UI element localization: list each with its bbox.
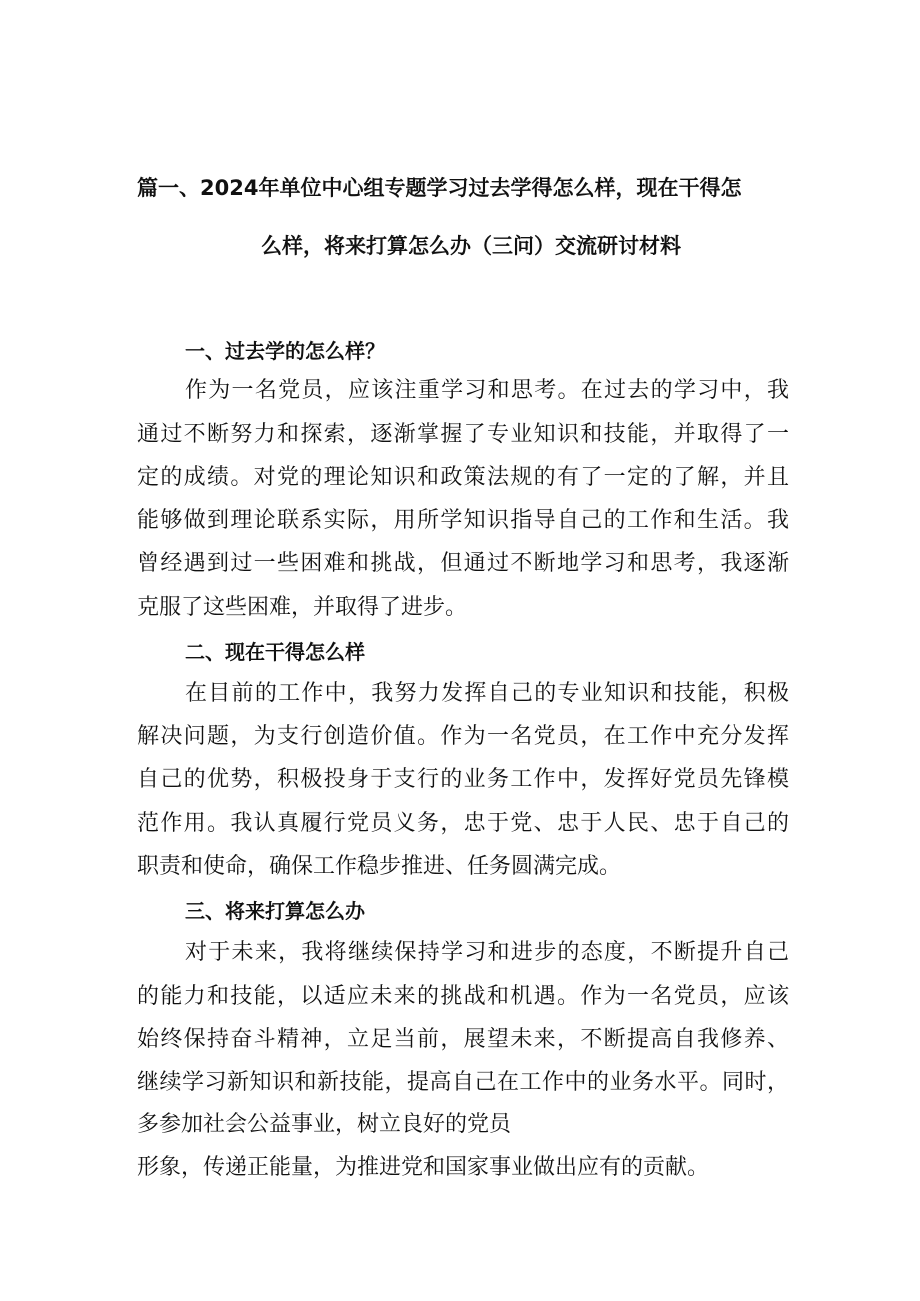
section-2-paragraph-line: 自己的优势，积极投身于支行的业务工作中，发挥好党员先锋模 bbox=[137, 767, 789, 792]
section-3-paragraph-line: 始终保持奋斗精神，立足当前，展望未来，不断提高自我修养、 bbox=[137, 1027, 789, 1052]
section-1-paragraph-line: 通过不断努力和探索，逐渐掌握了专业知识和技能，并取得了一 bbox=[137, 422, 789, 447]
section-1-paragraph-line: 作为一名党员，应该注重学习和思考。在过去的学习中，我 bbox=[185, 378, 789, 403]
section-3-heading: 三、将来打算怎么办 bbox=[185, 899, 365, 923]
section-3-paragraph-line: 继续学习新知识和新技能，提高自己在工作中的业务水平。同时， bbox=[137, 1070, 789, 1095]
section-2-paragraph-line: 在目前的工作中，我努力发挥自己的专业知识和技能，积极 bbox=[185, 681, 789, 706]
section-1-paragraph-line: 曾经遇到过一些困难和挑战，但通过不断地学习和思考，我逐渐 bbox=[137, 551, 789, 576]
section-3-paragraph-line: 多参加社会公益事业，树立良好的党员 bbox=[137, 1112, 512, 1137]
section-2-heading: 二、现在干得怎么样 bbox=[185, 640, 365, 664]
section-3-paragraph-line: 对于未来，我将继续保持学习和进步的态度，不断提升自己 bbox=[185, 940, 789, 965]
section-3-paragraph-line: 的能力和技能，以适应未来的挑战和机遇。作为一名党员，应该 bbox=[137, 984, 789, 1009]
section-1-paragraph-line: 能够做到理论联系实际，用所学知识指导自己的工作和生活。我 bbox=[137, 508, 789, 533]
section-3-paragraph-line: 形象，传递正能量，为推进党和国家事业做出应有的贡献。 bbox=[137, 1155, 710, 1180]
document-title-line-2: 么样，将来打算怎么办（三问）交流研讨材料 bbox=[261, 234, 681, 258]
section-1-paragraph-line: 克服了这些困难，并取得了进步。 bbox=[137, 595, 468, 620]
section-1-heading: 一、过去学的怎么样？ bbox=[185, 339, 385, 363]
section-2-paragraph-line: 范作用。我认真履行党员义务，忠于党、忠于人民、忠于自己的 bbox=[137, 811, 789, 836]
document-title-line-1: 篇一、2024年单位中心组专题学习过去学得怎么样，现在干得怎 bbox=[137, 176, 742, 200]
section-2-paragraph-line: 解决问题，为支行创造价值。作为一名党员，在工作中充分发挥 bbox=[137, 724, 789, 749]
section-1-paragraph-line: 定的成绩。对党的理论知识和政策法规的有了一定的了解，并且 bbox=[137, 465, 789, 490]
section-2-paragraph-line: 职责和使命，确保工作稳步推进、任务圆满完成。 bbox=[137, 854, 622, 879]
